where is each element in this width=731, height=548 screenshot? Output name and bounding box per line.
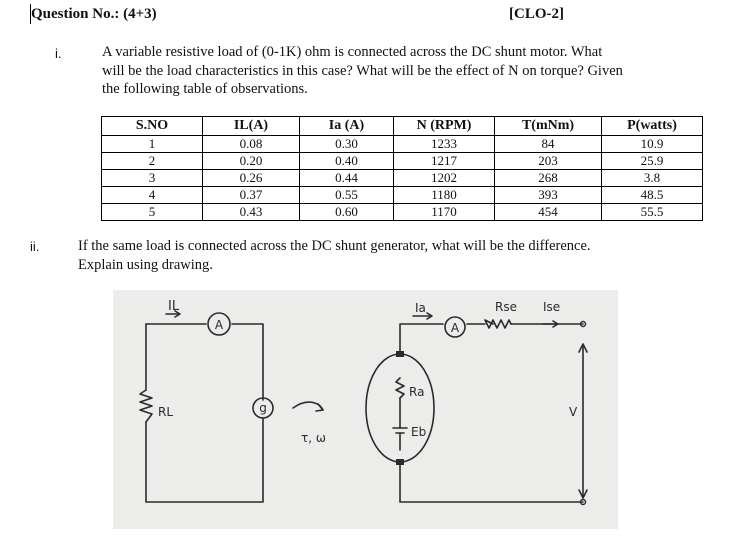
cell: 55.5 [602,204,703,221]
cell: 1 [102,136,203,153]
table-row [102,136,703,153]
cell: 203 [495,153,602,170]
cell: 0.08 [203,136,300,153]
table-row [102,187,703,204]
rl-label: RL [158,405,174,419]
ammeter-right-label: A [450,321,460,335]
cell: 0.26 [203,170,300,187]
clo-tag: [CLO-2] [509,6,564,22]
part-ii-number: ii. [30,239,40,254]
torque-speed-label: τ, ω [301,431,326,445]
col-header: Ia (A) [300,117,394,136]
cell: 454 [495,204,602,221]
part-i-line: the following table of observations. [102,81,308,97]
cell: 0.30 [300,136,394,153]
voltage-label: V [569,405,578,419]
wire [232,324,263,400]
ise-label: Ise [543,300,561,314]
col-header: N (RPM) [394,117,495,136]
cell: 1217 [394,153,495,170]
part-ii-line: If the same load is connected across the DC shunt generator, what will be the difference. [78,238,591,254]
part-i-line: A variable resistive load of (0-1K) ohm is connected across the DC shunt motor. What [102,44,603,60]
coupling-arrow-head [316,404,323,411]
cell: 0.20 [203,153,300,170]
col-header: P(watts) [602,117,703,136]
armature-resistor [396,378,404,398]
terminal [396,351,404,357]
wire [400,324,443,354]
col-header: S.NO [102,117,203,136]
cell: 393 [495,187,602,204]
question-title: Question No.: (4+3) [31,6,157,22]
part-i-number: i. [55,46,62,61]
load-resistor [140,390,152,422]
cell: 84 [495,136,602,153]
part-i-line: will be the load characteristics in this case? What will be the effect of N on torque? Given [102,62,623,79]
cell: 4 [102,187,203,204]
coupling-arc [293,402,323,410]
cell: 268 [495,170,602,187]
cell: 0.37 [203,187,300,204]
cell: 3 [102,170,203,187]
wire [400,462,583,502]
col-header: IL(A) [203,117,300,136]
part-ii-line: Explain using drawing. [78,256,213,273]
cell: 48.5 [602,187,703,204]
il-label: IL [168,299,180,314]
cell: 0.44 [300,170,394,187]
observation-table [101,116,703,221]
table-row [102,153,703,170]
cell: 0.60 [300,204,394,221]
ammeter-left-label: A [214,318,224,332]
cell: 0.43 [203,204,300,221]
cell: 5 [102,204,203,221]
cell: 10.9 [602,136,703,153]
cell: 2 [102,153,203,170]
cell: 25.9 [602,153,703,170]
table-row [102,204,703,221]
part-ii-text [78,237,718,274]
generator-label: g [259,401,267,415]
cell: 1233 [394,136,495,153]
cell: 0.40 [300,153,394,170]
wire [146,418,263,502]
table-header-row [102,117,703,136]
cell: 1202 [394,170,495,187]
eb-label: Eb [411,425,427,439]
series-field-coil [485,320,511,328]
rse-label: Rse [495,300,517,314]
cell: 0.55 [300,187,394,204]
terminal [396,459,404,465]
ra-label: Ra [409,385,425,399]
col-header: T(mNm) [495,117,602,136]
circuit-drawing [113,290,618,529]
cell: 3.8 [602,170,703,187]
cell: 1180 [394,187,495,204]
cell: 1170 [394,204,495,221]
circuit-drawing-photo [113,290,618,529]
part-i-text [102,43,712,99]
table-row [102,170,703,187]
ia-label: Ia [415,301,426,315]
